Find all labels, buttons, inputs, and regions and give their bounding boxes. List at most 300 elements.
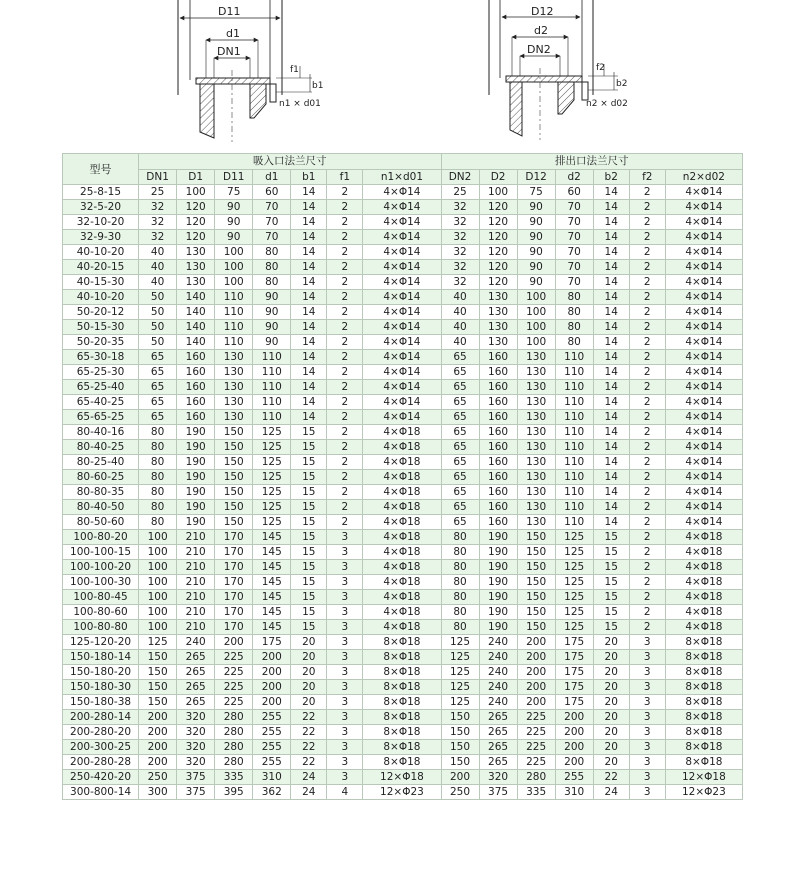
table-cell: 362 [253, 785, 291, 800]
table-cell: 4×Φ14 [665, 515, 742, 530]
table-cell: 110 [555, 470, 593, 485]
table-cell: 14 [593, 425, 629, 440]
table-cell: 225 [517, 710, 555, 725]
table-cell: 130 [517, 380, 555, 395]
table-cell: 150 [517, 560, 555, 575]
table-cell: 2 [327, 500, 363, 515]
table-cell: 4×Φ14 [363, 395, 441, 410]
model-cell: 40-10-20 [63, 290, 139, 305]
table-cell: 190 [479, 575, 517, 590]
table-cell: 130 [517, 410, 555, 425]
table-cell: 130 [479, 305, 517, 320]
table-row [63, 395, 743, 410]
table-cell: 90 [517, 215, 555, 230]
table-cell: 2 [629, 215, 665, 230]
table-cell: 8×Φ18 [363, 680, 441, 695]
table-cell: 14 [291, 215, 327, 230]
table-cell: 15 [291, 620, 327, 635]
table-cell: 150 [215, 455, 253, 470]
table-cell: 150 [441, 740, 479, 755]
table-cell: 20 [291, 665, 327, 680]
model-cell: 40-20-15 [63, 260, 139, 275]
table-cell: 255 [555, 770, 593, 785]
table-cell: 4×Φ14 [665, 425, 742, 440]
outlet-f2-label: f2 [596, 63, 605, 73]
model-cell: 40-10-20 [63, 245, 139, 260]
table-cell: 80 [441, 560, 479, 575]
table-cell: 110 [215, 305, 253, 320]
table-cell: 150 [517, 575, 555, 590]
table-cell: 15 [291, 440, 327, 455]
table-cell: 65 [139, 395, 177, 410]
table-cell: 110 [555, 380, 593, 395]
table-cell: 125 [555, 605, 593, 620]
table-cell: 125 [555, 545, 593, 560]
table-cell: 14 [291, 365, 327, 380]
table-cell: 130 [215, 410, 253, 425]
table-cell: 190 [177, 500, 215, 515]
model-cell: 200-280-20 [63, 725, 139, 740]
table-cell: 200 [139, 710, 177, 725]
table-cell: 2 [629, 545, 665, 560]
table-cell: 4×Φ14 [665, 245, 742, 260]
table-cell: 3 [629, 740, 665, 755]
table-cell: 4×Φ14 [665, 470, 742, 485]
table-cell: 4×Φ14 [665, 320, 742, 335]
table-cell: 225 [215, 650, 253, 665]
table-cell: 150 [215, 485, 253, 500]
table-cell: 190 [479, 560, 517, 575]
column-header-row [63, 170, 743, 185]
table-cell: 14 [291, 305, 327, 320]
table-cell: 110 [555, 500, 593, 515]
table-cell: 200 [139, 725, 177, 740]
table-row [63, 335, 743, 350]
table-cell: 210 [177, 530, 215, 545]
table-cell: 4×Φ14 [665, 455, 742, 470]
table-cell: 15 [291, 560, 327, 575]
table-cell: 225 [517, 740, 555, 755]
table-row [63, 440, 743, 455]
table-row [63, 635, 743, 650]
table-cell: 80 [441, 620, 479, 635]
table-cell: 14 [593, 260, 629, 275]
table-cell: 160 [479, 350, 517, 365]
table-cell: 8×Φ18 [363, 665, 441, 680]
table-cell: 40 [139, 245, 177, 260]
table-cell: 3 [327, 695, 363, 710]
table-cell: 320 [177, 740, 215, 755]
table-cell: 20 [593, 695, 629, 710]
inlet-flange-drawing [178, 0, 323, 142]
table-row [63, 185, 743, 200]
table-cell: 225 [517, 725, 555, 740]
table-cell: 15 [593, 560, 629, 575]
table-cell: 130 [517, 500, 555, 515]
table-cell: 145 [253, 530, 291, 545]
table-cell: 190 [479, 605, 517, 620]
table-cell: 130 [177, 275, 215, 290]
model-cell: 100-100-15 [63, 545, 139, 560]
table-cell: 2 [327, 485, 363, 500]
table-cell: 320 [177, 710, 215, 725]
table-cell: 65 [139, 365, 177, 380]
table-cell: 150 [139, 680, 177, 695]
table-cell: 2 [327, 455, 363, 470]
table-cell: 100 [139, 530, 177, 545]
table-cell: 160 [479, 410, 517, 425]
table-cell: 15 [291, 425, 327, 440]
table-cell: 160 [177, 365, 215, 380]
model-cell: 100-80-80 [63, 620, 139, 635]
table-cell: 65 [441, 410, 479, 425]
table-cell: 310 [253, 770, 291, 785]
column-header: f1 [327, 170, 363, 185]
table-cell: 110 [215, 320, 253, 335]
table-cell: 2 [327, 425, 363, 440]
table-cell: 4×Φ14 [363, 380, 441, 395]
table-cell: 160 [177, 410, 215, 425]
table-cell: 100 [517, 320, 555, 335]
column-header: D2 [479, 170, 517, 185]
table-cell: 160 [479, 500, 517, 515]
table-cell: 20 [593, 680, 629, 695]
table-cell: 15 [593, 530, 629, 545]
table-cell: 8×Φ18 [665, 710, 742, 725]
table-row [63, 230, 743, 245]
table-cell: 4×Φ14 [363, 200, 441, 215]
model-cell: 200-280-14 [63, 710, 139, 725]
table-cell: 4×Φ18 [363, 515, 441, 530]
table-cell: 3 [327, 650, 363, 665]
table-cell: 14 [593, 215, 629, 230]
model-cell: 65-30-18 [63, 350, 139, 365]
table-cell: 90 [215, 200, 253, 215]
inlet-d11-label: D11 [218, 5, 241, 18]
table-cell: 40 [441, 305, 479, 320]
table-cell: 70 [555, 230, 593, 245]
table-row [63, 710, 743, 725]
table-cell: 190 [177, 425, 215, 440]
table-cell: 14 [291, 380, 327, 395]
table-cell: 125 [441, 695, 479, 710]
table-cell: 125 [253, 470, 291, 485]
table-cell: 150 [215, 470, 253, 485]
table-cell: 14 [593, 440, 629, 455]
table-cell: 2 [629, 230, 665, 245]
table-cell: 130 [177, 245, 215, 260]
table-cell: 70 [555, 200, 593, 215]
table-cell: 14 [291, 395, 327, 410]
table-row [63, 245, 743, 260]
table-cell: 8×Φ18 [363, 650, 441, 665]
table-cell: 14 [593, 350, 629, 365]
table-cell: 2 [629, 530, 665, 545]
table-cell: 12×Φ23 [665, 785, 742, 800]
model-cell: 32-10-20 [63, 215, 139, 230]
table-cell: 80 [139, 455, 177, 470]
model-cell: 80-80-35 [63, 485, 139, 500]
table-cell: 2 [327, 185, 363, 200]
table-cell: 100 [479, 185, 517, 200]
table-cell: 145 [253, 620, 291, 635]
table-cell: 4×Φ18 [665, 560, 742, 575]
table-cell: 8×Φ18 [665, 635, 742, 650]
table-cell: 2 [629, 575, 665, 590]
table-cell: 150 [441, 710, 479, 725]
table-cell: 200 [253, 665, 291, 680]
table-row [63, 770, 743, 785]
table-cell: 15 [291, 485, 327, 500]
table-cell: 110 [555, 410, 593, 425]
table-cell: 70 [555, 260, 593, 275]
table-cell: 130 [479, 335, 517, 350]
model-cell: 32-9-30 [63, 230, 139, 245]
table-cell: 90 [517, 245, 555, 260]
table-cell: 70 [253, 230, 291, 245]
table-cell: 200 [215, 635, 253, 650]
table-cell: 40 [441, 290, 479, 305]
table-cell: 2 [629, 275, 665, 290]
table-row [63, 275, 743, 290]
outlet-flange-header: 排出口法兰尺寸 [441, 154, 743, 170]
table-cell: 125 [555, 575, 593, 590]
table-cell: 150 [441, 755, 479, 770]
table-cell: 70 [555, 245, 593, 260]
table-cell: 265 [177, 695, 215, 710]
table-cell: 15 [291, 545, 327, 560]
model-cell: 40-15-30 [63, 275, 139, 290]
table-cell: 3 [327, 635, 363, 650]
table-cell: 280 [517, 770, 555, 785]
table-cell: 80 [253, 260, 291, 275]
table-cell: 4×Φ14 [363, 305, 441, 320]
table-cell: 65 [441, 455, 479, 470]
table-cell: 100 [139, 545, 177, 560]
table-cell: 8×Φ18 [665, 665, 742, 680]
table-cell: 175 [555, 635, 593, 650]
model-cell: 150-180-38 [63, 695, 139, 710]
table-cell: 255 [253, 740, 291, 755]
model-cell: 80-40-25 [63, 440, 139, 455]
table-cell: 2 [629, 290, 665, 305]
table-cell: 3 [629, 665, 665, 680]
table-cell: 240 [479, 680, 517, 695]
table-cell: 14 [593, 455, 629, 470]
table-row [63, 575, 743, 590]
model-cell: 250-420-20 [63, 770, 139, 785]
table-cell: 140 [177, 335, 215, 350]
table-cell: 120 [177, 200, 215, 215]
table-cell: 225 [215, 680, 253, 695]
table-cell: 22 [291, 725, 327, 740]
table-cell: 110 [555, 485, 593, 500]
table-cell: 3 [629, 680, 665, 695]
table-cell: 375 [177, 785, 215, 800]
table-cell: 90 [517, 230, 555, 245]
table-cell: 3 [629, 710, 665, 725]
table-cell: 4×Φ18 [363, 605, 441, 620]
table-cell: 130 [517, 425, 555, 440]
table-cell: 200 [555, 755, 593, 770]
table-cell: 190 [177, 455, 215, 470]
table-cell: 15 [291, 530, 327, 545]
table-cell: 14 [291, 350, 327, 365]
table-cell: 14 [593, 485, 629, 500]
table-cell: 150 [517, 530, 555, 545]
table-row [63, 455, 743, 470]
table-cell: 20 [291, 695, 327, 710]
table-cell: 200 [555, 740, 593, 755]
table-cell: 2 [629, 305, 665, 320]
table-cell: 3 [629, 770, 665, 785]
table-cell: 90 [215, 215, 253, 230]
table-cell: 320 [177, 725, 215, 740]
table-cell: 14 [291, 260, 327, 275]
table-cell: 14 [291, 290, 327, 305]
table-cell: 110 [555, 365, 593, 380]
table-cell: 150 [517, 620, 555, 635]
table-cell: 60 [555, 185, 593, 200]
outlet-d2-label: d2 [534, 24, 548, 37]
table-cell: 12×Φ18 [363, 770, 441, 785]
table-cell: 4×Φ14 [665, 185, 742, 200]
table-cell: 8×Φ18 [665, 695, 742, 710]
table-row [63, 290, 743, 305]
table-cell: 4×Φ18 [363, 455, 441, 470]
table-cell: 160 [479, 395, 517, 410]
table-cell: 190 [177, 515, 215, 530]
table-cell: 40 [139, 260, 177, 275]
table-cell: 2 [327, 260, 363, 275]
table-cell: 2 [629, 485, 665, 500]
table-cell: 200 [517, 635, 555, 650]
table-cell: 14 [593, 320, 629, 335]
table-row [63, 320, 743, 335]
table-cell: 2 [327, 200, 363, 215]
table-cell: 4×Φ14 [665, 440, 742, 455]
table-cell: 190 [479, 530, 517, 545]
table-cell: 335 [517, 785, 555, 800]
table-cell: 90 [253, 290, 291, 305]
table-row [63, 560, 743, 575]
table-cell: 15 [291, 500, 327, 515]
table-cell: 12×Φ18 [665, 770, 742, 785]
model-cell: 100-80-60 [63, 605, 139, 620]
table-cell: 15 [291, 515, 327, 530]
table-cell: 8×Φ18 [665, 725, 742, 740]
table-cell: 125 [555, 590, 593, 605]
table-cell: 80 [139, 470, 177, 485]
table-cell: 170 [215, 620, 253, 635]
model-header: 型号 [63, 154, 139, 185]
column-header: DN1 [139, 170, 177, 185]
table-cell: 3 [629, 785, 665, 800]
table-cell: 20 [593, 755, 629, 770]
table-cell: 4×Φ18 [363, 470, 441, 485]
table-cell: 4×Φ14 [665, 380, 742, 395]
table-cell: 2 [327, 410, 363, 425]
model-cell: 50-15-30 [63, 320, 139, 335]
table-cell: 125 [441, 650, 479, 665]
table-cell: 65 [441, 395, 479, 410]
model-cell: 100-80-45 [63, 590, 139, 605]
model-cell: 65-25-30 [63, 365, 139, 380]
table-cell: 2 [629, 320, 665, 335]
inlet-f1-label: f1 [290, 65, 299, 75]
table-cell: 2 [327, 230, 363, 245]
table-cell: 160 [479, 440, 517, 455]
table-cell: 15 [291, 605, 327, 620]
outlet-bolt-label: n2 × d02 [586, 99, 628, 109]
column-header: D12 [517, 170, 555, 185]
table-cell: 65 [441, 440, 479, 455]
table-cell: 200 [253, 650, 291, 665]
table-cell: 70 [253, 200, 291, 215]
table-row [63, 755, 743, 770]
table-cell: 32 [441, 245, 479, 260]
table-cell: 4×Φ18 [363, 440, 441, 455]
table-cell: 22 [291, 755, 327, 770]
table-cell: 4×Φ14 [665, 365, 742, 380]
table-cell: 90 [215, 230, 253, 245]
table-cell: 2 [629, 335, 665, 350]
table-cell: 210 [177, 560, 215, 575]
table-row [63, 650, 743, 665]
table-cell: 200 [139, 740, 177, 755]
table-cell: 4×Φ18 [363, 590, 441, 605]
model-cell: 80-50-60 [63, 515, 139, 530]
table-cell: 100 [517, 290, 555, 305]
table-cell: 280 [215, 740, 253, 755]
table-cell: 4×Φ18 [363, 500, 441, 515]
table-cell: 14 [593, 230, 629, 245]
table-cell: 50 [139, 320, 177, 335]
table-cell: 130 [517, 485, 555, 500]
table-cell: 3 [327, 740, 363, 755]
table-cell: 190 [479, 545, 517, 560]
model-cell: 125-120-20 [63, 635, 139, 650]
table-cell: 3 [327, 560, 363, 575]
table-cell: 22 [593, 770, 629, 785]
table-cell: 2 [629, 395, 665, 410]
table-cell: 2 [629, 515, 665, 530]
table-cell: 65 [441, 500, 479, 515]
table-cell: 65 [441, 515, 479, 530]
table-cell: 160 [479, 485, 517, 500]
table-cell: 130 [479, 290, 517, 305]
table-cell: 3 [327, 620, 363, 635]
table-cell: 70 [555, 275, 593, 290]
table-cell: 32 [441, 200, 479, 215]
column-header: d2 [555, 170, 593, 185]
table-cell: 160 [479, 365, 517, 380]
table-cell: 150 [517, 605, 555, 620]
table-cell: 2 [629, 380, 665, 395]
table-cell: 80 [555, 305, 593, 320]
outlet-flange-drawing [489, 0, 628, 140]
table-cell: 395 [215, 785, 253, 800]
table-cell: 2 [327, 275, 363, 290]
table-cell: 4×Φ14 [665, 290, 742, 305]
table-row [63, 500, 743, 515]
table-cell: 110 [555, 515, 593, 530]
table-cell: 310 [555, 785, 593, 800]
table-cell: 170 [215, 560, 253, 575]
table-cell: 3 [629, 650, 665, 665]
table-cell: 2 [629, 500, 665, 515]
table-cell: 100 [139, 560, 177, 575]
